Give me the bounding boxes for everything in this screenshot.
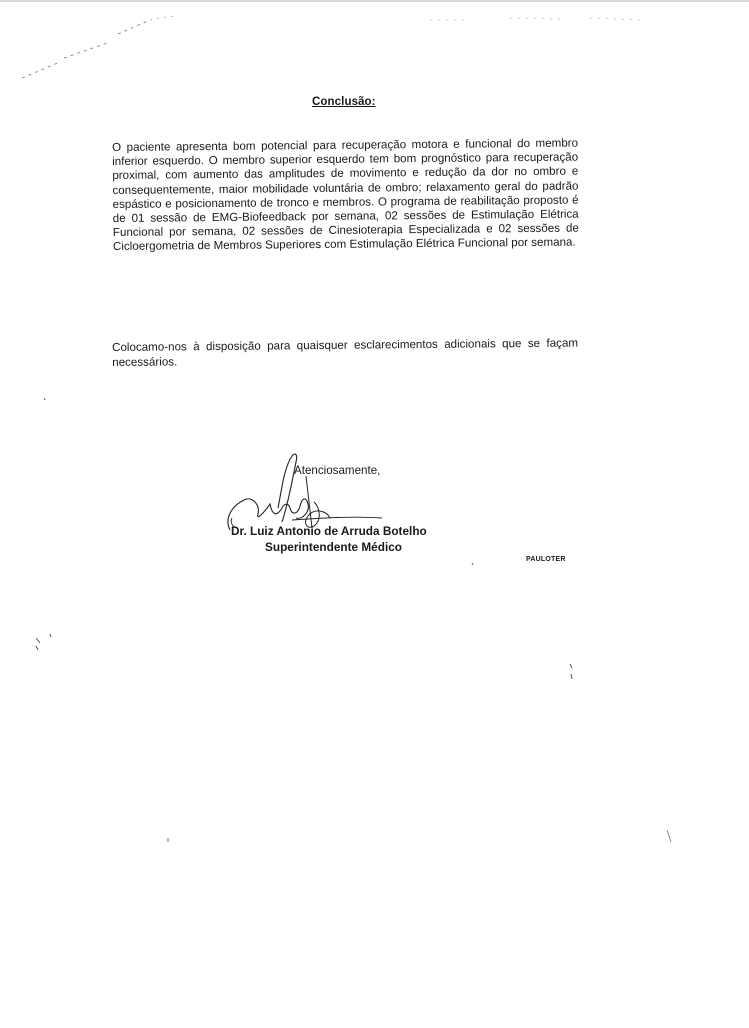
closing-salutation: Atenciosamente, xyxy=(294,464,381,477)
conclusion-paragraph: O paciente apresenta bom potencial para recuperação motora e funcional do membro inferior esquerdo. O membro superior esquerdo tem bom prognóstico para recuperação proximal, com aumento das amplitudes de movimento e redução da dor no ombro e consequentemente, maior mobilidade voluntária de ombro; relaxamento geral do padrão espástico e posicionamento de tronco e membros. O programa de reabilitação proposto é de 01 sessão de EMG-Biofeedback por semana, 02 sessões de Estimulação Elétrica Funcional por semana, 02 sessões de Cinesioterapia Especializada e 02 sessões de Cicloergometria de Membros Superiores com Estimulação Elétrica Funcional por semana. xyxy=(112,136,579,254)
signer-name: Dr. Luiz Antonio de Arruda Botelho xyxy=(231,524,427,538)
scan-top-edge xyxy=(0,0,749,2)
institution-stamp: PAULOTER xyxy=(526,556,566,563)
availability-paragraph: Colocamo-nos à disposição para quaisquer esclarecimentos adicionais que se façam necessários. xyxy=(112,336,579,369)
signer-title: Superintendente Médico xyxy=(265,540,402,554)
conclusion-heading: Conclusão: xyxy=(312,96,376,108)
